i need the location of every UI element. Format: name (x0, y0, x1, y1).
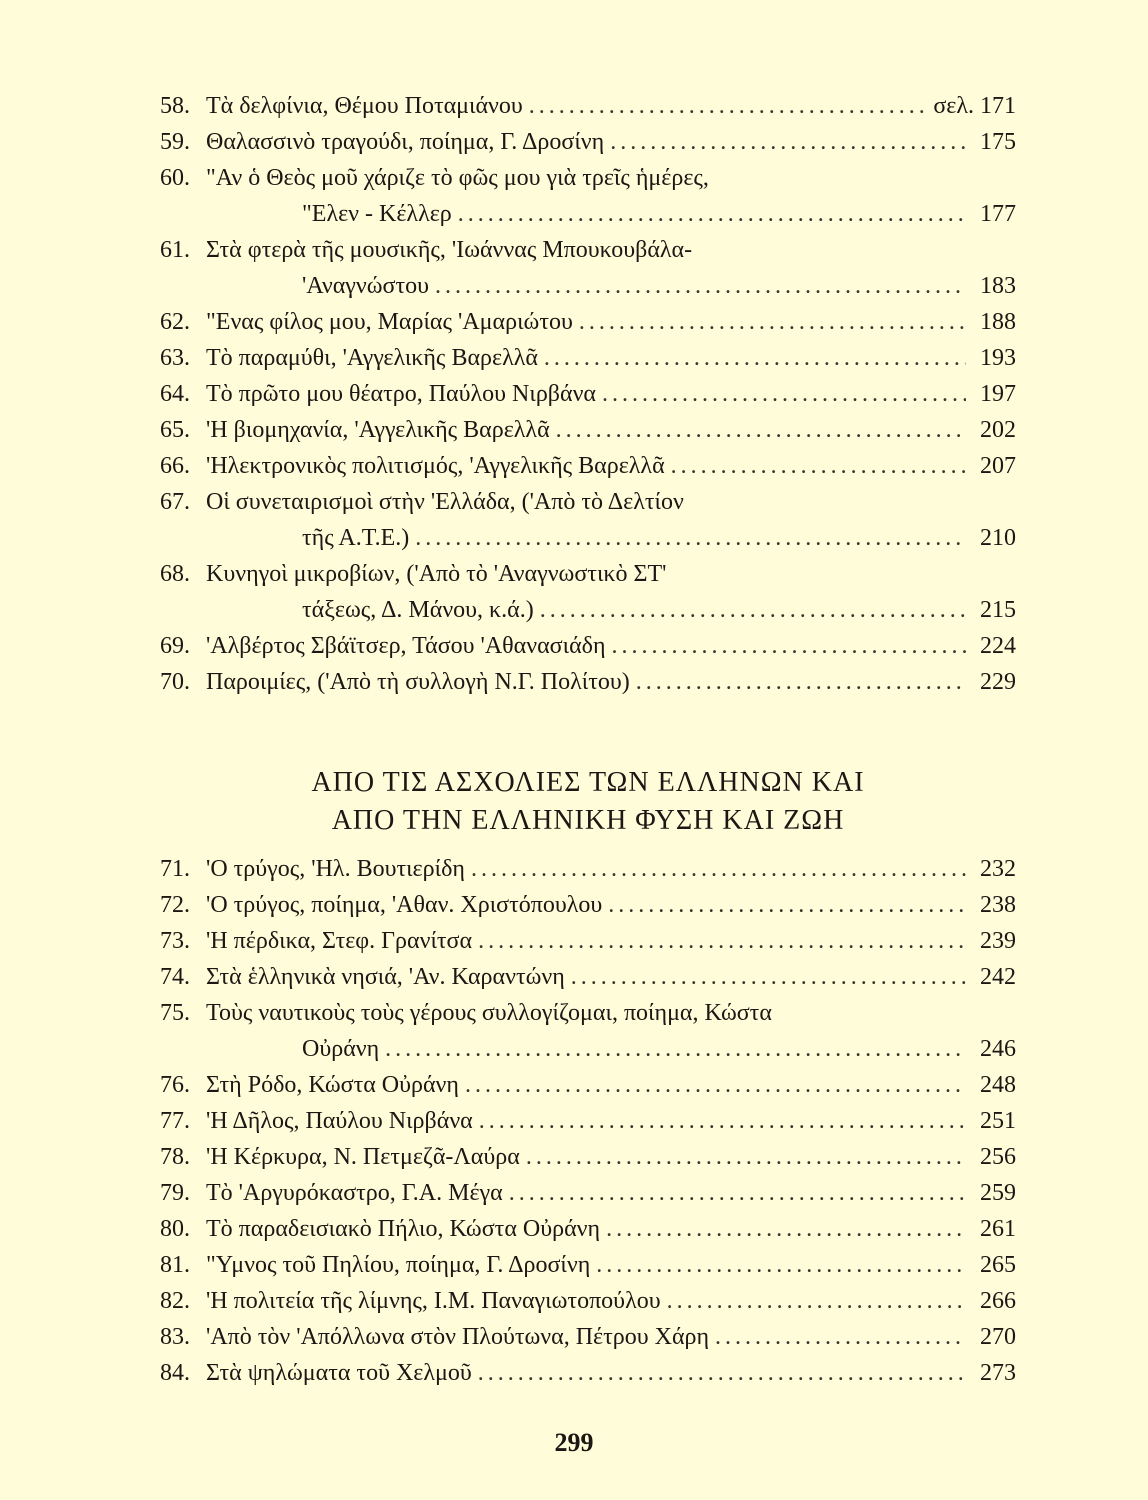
toc-entry-number: 71. (160, 856, 190, 882)
toc-entry-line (160, 1247, 1016, 1283)
toc-entry-title: 'Ο τρύγος, 'Ηλ. Βουτιερίδη (206, 856, 465, 882)
toc-entry-page: 251 (980, 1108, 1016, 1134)
toc-entry-page: 202 (980, 417, 1016, 443)
toc-entry-line (160, 1067, 1016, 1103)
toc-entry-number: 72. (160, 892, 190, 918)
toc-entry (160, 1067, 1016, 1103)
dot-leader (608, 887, 966, 923)
toc-entry (160, 1247, 1016, 1283)
toc-entry-title: Στὴ Ρόδο, Κώστα Οὐράνη (206, 1072, 459, 1098)
toc-entry-page: 193 (980, 345, 1016, 371)
toc-entry-page: 183 (980, 273, 1016, 299)
dot-leader (540, 592, 966, 628)
toc-entry-title: Τὸ παραμύθι, 'Αγγελικῆς Βαρελλᾶ (206, 345, 538, 371)
toc-entry-title: Θαλασσινὸ τραγούδι, ποίημα, Γ. Δροσίνη (206, 129, 605, 155)
toc-entry-page: 177 (980, 201, 1016, 227)
toc-entry-number: 70. (160, 669, 190, 695)
toc-entry (160, 995, 1016, 1067)
toc-entry-page: 188 (980, 309, 1016, 335)
toc-entry-line (160, 851, 1016, 887)
toc-entry (160, 1211, 1016, 1247)
toc-entry-number: 60. (160, 165, 190, 191)
toc-entry-title: "Υμνος τοῦ Πηλίου, ποίημα, Γ. Δροσίνη (206, 1252, 591, 1278)
page-number: 299 (554, 1428, 594, 1457)
dot-leader (385, 1031, 966, 1067)
toc-entry-line (160, 196, 1016, 232)
dot-leader (526, 1139, 966, 1175)
toc-entry-number: 76. (160, 1072, 190, 1098)
toc-entry-title: 'Ο τρύγος, ποίημα, 'Αθαν. Χριστόπουλου (206, 892, 603, 918)
toc-entry-line (160, 592, 1016, 628)
dot-leader (529, 88, 928, 124)
toc-entry (160, 160, 1016, 232)
toc-entry-page: σελ. 171 (933, 93, 1016, 119)
section-heading (160, 764, 1016, 840)
toc-entry (160, 412, 1016, 448)
dot-leader (579, 304, 966, 340)
toc-entry-page: 215 (980, 597, 1016, 623)
toc-entry-line (160, 232, 1016, 268)
toc-entry (160, 304, 1016, 340)
dot-leader (667, 1283, 966, 1319)
toc-entry (160, 1103, 1016, 1139)
toc-entry-title: 'Ηλεκτρονικὸς πολιτισμός, 'Αγγελικῆς Βαρελλᾶ (206, 453, 665, 479)
toc-entry-number: 83. (160, 1324, 190, 1350)
dot-leader (636, 664, 966, 700)
dot-leader (465, 1067, 966, 1103)
toc-entry-line (160, 484, 1016, 520)
dot-leader (415, 520, 966, 556)
toc-entry-number: 77. (160, 1108, 190, 1134)
toc-entry-title: Οἱ συνεταιρισμοὶ στὴν 'Ελλάδα, ('Απὸ τὸ Δελτίον (206, 489, 684, 515)
toc-entry-line (160, 268, 1016, 304)
toc-entry-title: τάξεως, Δ. Μάνου, κ.ά.) (302, 597, 534, 623)
toc-entry-title: 'Απὸ τὸν 'Απόλλωνα στὸν Πλούτωνα, Πέτρου Χάρη (206, 1324, 710, 1350)
dot-leader (596, 1247, 966, 1283)
dot-leader (610, 124, 966, 160)
dot-leader (435, 268, 966, 304)
toc-entry (160, 923, 1016, 959)
toc-entry-number: 58. (160, 93, 190, 119)
toc-entry-number: 62. (160, 309, 190, 335)
dot-leader (478, 923, 966, 959)
toc-entry-page: 259 (980, 1180, 1016, 1206)
toc-entry-title: Στὰ φτερὰ τῆς μουσικῆς, 'Ιωάννας Μπουκουβάλα- (206, 237, 693, 263)
toc-entry-title: "Ελεν - Κέλλερ (302, 201, 452, 227)
toc-entry-line (160, 304, 1016, 340)
toc-entry-line (160, 1103, 1016, 1139)
toc-entry-page: 261 (980, 1216, 1016, 1242)
toc-entry (160, 664, 1016, 700)
toc-entry-line (160, 412, 1016, 448)
toc-entry (160, 232, 1016, 304)
toc-entry-line (160, 1139, 1016, 1175)
dot-leader (571, 959, 966, 995)
toc-entry-page: 256 (980, 1144, 1016, 1170)
toc-entry-line (160, 923, 1016, 959)
toc-entry-title: τῆς Α.Τ.Ε.) (302, 525, 410, 551)
toc-entry-number: 68. (160, 561, 190, 587)
toc-entry-number: 81. (160, 1252, 190, 1278)
toc-entry-line (160, 1355, 1016, 1391)
toc-entry-number: 64. (160, 381, 190, 407)
dot-leader (556, 412, 966, 448)
toc-entry-line (160, 340, 1016, 376)
toc-entry-number: 63. (160, 345, 190, 371)
toc-entry-number: 79. (160, 1180, 190, 1206)
toc-entry-line (160, 448, 1016, 484)
toc-entry (160, 88, 1016, 124)
toc-entry-page: 246 (980, 1036, 1016, 1062)
toc-entry-line (160, 959, 1016, 995)
toc-entry-title: Παροιμίες, ('Απὸ τὴ συλλογὴ Ν.Γ. Πολίτου) (206, 669, 630, 695)
toc-entry-page: 210 (980, 525, 1016, 551)
toc-entry-line (160, 1283, 1016, 1319)
toc-entry-number: 69. (160, 633, 190, 659)
toc-entry-line (160, 1031, 1016, 1067)
toc-entry (160, 484, 1016, 556)
toc-entry-number: 78. (160, 1144, 190, 1170)
dot-leader (606, 1211, 966, 1247)
toc-entry-page: 273 (980, 1360, 1016, 1386)
toc-entry-page: 229 (980, 669, 1016, 695)
toc-entry-page: 266 (980, 1288, 1016, 1314)
dot-leader (458, 196, 966, 232)
toc-entry-number: 67. (160, 489, 190, 515)
toc-entry-number: 84. (160, 1360, 190, 1386)
toc-entry-page: 265 (980, 1252, 1016, 1278)
dot-leader (478, 1355, 966, 1391)
toc-entry-line (160, 664, 1016, 700)
toc-entry-number: 73. (160, 928, 190, 954)
toc-entry-line (160, 160, 1016, 196)
section-heading-line-1: ΑΠΟ ΤΙΣ ΑΣΧΟΛΙΕΣ ΤΩΝ ΕΛΛΗΝΩΝ ΚΑΙ (311, 767, 865, 798)
toc-entry-title: 'Η πολιτεία τῆς λίμνης, Ι.Μ. Παναγιωτοπούλου (206, 1288, 661, 1314)
toc-entry (160, 1139, 1016, 1175)
toc-entry-title: Τὸ 'Αργυρόκαστρο, Γ.Α. Μέγα (206, 1180, 503, 1206)
dot-leader (544, 340, 966, 376)
toc-entry-page: 207 (980, 453, 1016, 479)
toc-entry-page: 248 (980, 1072, 1016, 1098)
toc-entry-number: 75. (160, 1000, 190, 1026)
toc-entry (160, 448, 1016, 484)
toc-entry (160, 1355, 1016, 1391)
toc-entry-title: Τὸ πρῶτο μου θέατρο, Παύλου Νιρβάνα (206, 381, 596, 407)
toc-entry-page: 242 (980, 964, 1016, 990)
dot-leader (602, 376, 966, 412)
toc-entry-title: 'Η βιομηχανία, 'Αγγελικῆς Βαρελλᾶ (206, 417, 550, 443)
dot-leader (479, 1103, 966, 1139)
toc-entry (160, 1175, 1016, 1211)
toc-entry-title: Κυνηγοὶ μικροβίων, ('Απὸ τὸ 'Αναγνωστικὸ ΣΤ' (206, 561, 667, 587)
toc-entry (160, 1283, 1016, 1319)
dot-leader (671, 448, 966, 484)
toc-entry-page: 232 (980, 856, 1016, 882)
toc-entry-line (160, 887, 1016, 923)
toc-entry-line (160, 1211, 1016, 1247)
toc-entry-title: 'Αναγνώστου (302, 273, 430, 299)
toc-entry-line (160, 1175, 1016, 1211)
toc-entry (160, 887, 1016, 923)
toc-entry-title: 'Η πέρδικα, Στεφ. Γρανίτσα (206, 928, 473, 954)
toc-entry-line (160, 124, 1016, 160)
toc-entry (160, 628, 1016, 664)
toc-entry-line (160, 88, 1016, 124)
toc-entry (160, 376, 1016, 412)
toc-entry-line (160, 995, 1016, 1031)
toc-entry-title: 'Η Δῆλος, Παύλου Νιρβάνα (206, 1108, 473, 1134)
toc-entry-number: 82. (160, 1288, 190, 1314)
toc-entry-number: 66. (160, 453, 190, 479)
section-heading-line-2: ΑΠΟ ΤΗΝ ΕΛΛΗΝΙΚΗ ΦΥΣΗ ΚΑΙ ΖΩΗ (331, 805, 845, 836)
toc-entry-title: Οὐράνη (302, 1036, 380, 1062)
toc-entry-title: 'Αλβέρτος Σβάϊτσερ, Τάσου 'Αθανασιάδη (206, 633, 606, 659)
toc-entry-page: 224 (980, 633, 1016, 659)
toc-entry-title: Στὰ ἑλληνικὰ νησιά, 'Αν. Καραντώνη (206, 964, 565, 990)
toc-entry-page: 175 (980, 129, 1016, 155)
toc-entry-title: Τὸ παραδεισιακὸ Πήλιο, Κώστα Οὐράνη (206, 1216, 601, 1242)
toc-entry-line (160, 520, 1016, 556)
toc-entry (160, 124, 1016, 160)
dot-leader (509, 1175, 966, 1211)
toc-entry-page: 270 (980, 1324, 1016, 1350)
toc-entry (160, 1319, 1016, 1355)
toc-entry-line (160, 1319, 1016, 1355)
dot-leader (612, 628, 966, 664)
toc-entry-title: "Αν ὁ Θεὸς μοῦ χάριζε τὸ φῶς μου γιὰ τρεῖς ἡμέρες, (206, 165, 709, 191)
toc-entry-page: 197 (980, 381, 1016, 407)
toc-entry (160, 556, 1016, 628)
toc-entry (160, 851, 1016, 887)
toc-entry-page: 239 (980, 928, 1016, 954)
toc-entry-number: 59. (160, 129, 190, 155)
toc-entry-title: Τοὺς ναυτικοὺς τοὺς γέρους συλλογίζομαι, ποίημα, Κώστα (206, 1000, 772, 1026)
toc-entry-line (160, 376, 1016, 412)
toc-entry-number: 65. (160, 417, 190, 443)
toc-entry-number: 80. (160, 1216, 190, 1242)
toc-entry-title: Στὰ ψηλώματα τοῦ Χελμοῦ (206, 1360, 472, 1386)
toc-entry-title: "Ενας φίλος μου, Μαρίας 'Αμαριώτου (206, 309, 573, 335)
toc-entry (160, 340, 1016, 376)
toc-entry (160, 959, 1016, 995)
toc-entry-page: 238 (980, 892, 1016, 918)
toc-entry-line (160, 556, 1016, 592)
toc-entry-title: 'Η Κέρκυρα, Ν. Πετμεζᾶ-Λαύρα (206, 1144, 520, 1170)
toc-entry-number: 61. (160, 237, 190, 263)
toc-entry-line (160, 628, 1016, 664)
dot-leader (471, 851, 966, 887)
toc-entry-number: 74. (160, 964, 190, 990)
toc-entry-title: Τὰ δελφίνια, Θέμου Ποταμιάνου (206, 93, 523, 119)
dot-leader (715, 1319, 966, 1355)
